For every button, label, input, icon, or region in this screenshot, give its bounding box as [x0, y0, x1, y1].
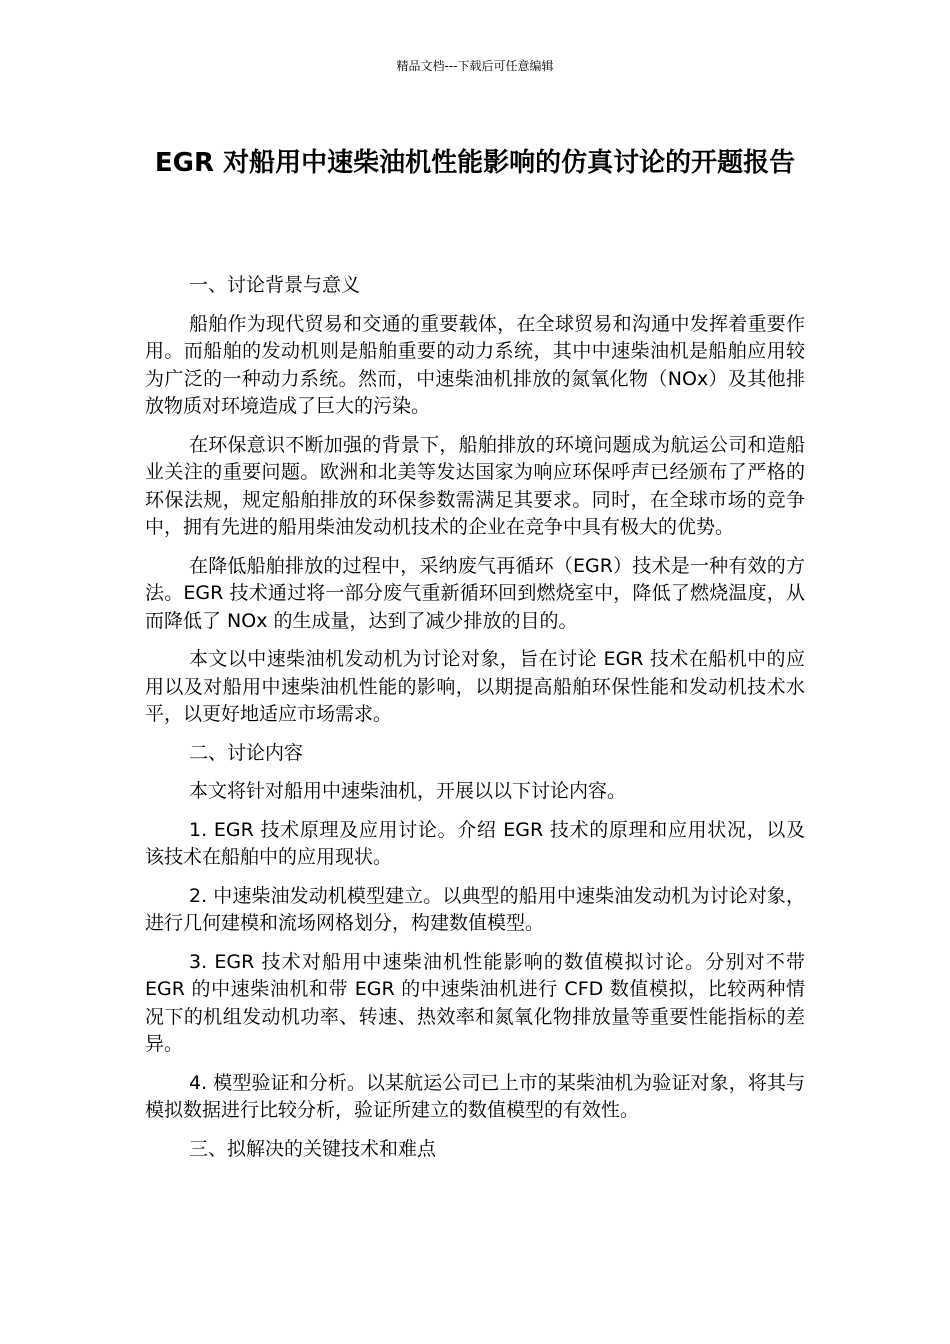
section-heading: 二、讨论内容	[189, 741, 304, 764]
list-item: 3. EGR 技术对船用中速柴油机性能影响的数值模拟讨论。分别对不带 EGR 的中速柴油机和带 EGR 的中速柴油机进行 CFD 数值模拟，比较两种情况下的机组发动机功率、转速、热效率和氮氧化物排放量等重要性能指标的差异。	[145, 950, 805, 1055]
paragraph: 本文将针对船用中速柴油机，开展以以下讨论内容。	[189, 780, 627, 802]
page-header: 精品文档---下载后可任意编辑	[396, 59, 554, 73]
list-item: 2. 中速柴油发动机模型建立。以典型的船用中速柴油发动机为讨论对象，进行几何建模和流场网格划分，构建数值模型。	[145, 884, 805, 934]
document-body	[145, 272, 805, 1174]
list-item: 4. 模型验证和分析。以某航运公司已上市的某柴油机为验证对象，将其与模拟数据进行比较分析，验证所建立的数值模型的有效性。	[145, 1071, 805, 1121]
paragraph: 船舶作为现代贸易和交通的重要载体，在全球贸易和沟通中发挥着重要作用。而船舶的发动机则是船舶重要的动力系统，其中中速柴油机是船舶应用较为广泛的一种动力系统。然而，中速柴油机排放的氮氧化物（NOx）及其他排放物质对环境造成了巨大的污染。	[145, 312, 805, 417]
document-title: EGR 对船用中速柴油机性能影响的仿真讨论的开题报告	[154, 148, 796, 178]
paragraph: 在降低船舶排放的过程中，采纳废气再循环（EGR）技术是一种有效的方法。EGR 技术通过将一部分废气重新循环回到燃烧室中，降低了燃烧温度，从而降低了 NOx 的生成量，达到了减少排放的目的。	[145, 554, 805, 632]
section-heading: 三、拟解决的关键技术和难点	[189, 1137, 437, 1160]
paragraph: 本文以中速柴油机发动机为讨论对象，旨在讨论 EGR 技术在船机中的应用以及对船用中速柴油机性能的影响，以期提高船舶环保性能和发动机技术水平，以更好地适应市场需求。	[145, 648, 805, 725]
list-item: 1. EGR 技术原理及应用讨论。介绍 EGR 技术的原理和应用状况，以及该技术在船舶中的应用现状。	[145, 818, 805, 868]
section-heading: 一、讨论背景与意义	[189, 274, 361, 296]
paragraph: 在环保意识不断加强的背景下，船舶排放的环境问题成为航运公司和造船业关注的重要问题。欧洲和北美等发达国家为响应环保呼声已经颁布了严格的环保法规，规定船舶排放的环保参数需满足其要求。同时，在全球市场的竞争中，拥有先进的船用柴油发动机技术的企业在竞争中具有极大的优势。	[145, 433, 805, 538]
